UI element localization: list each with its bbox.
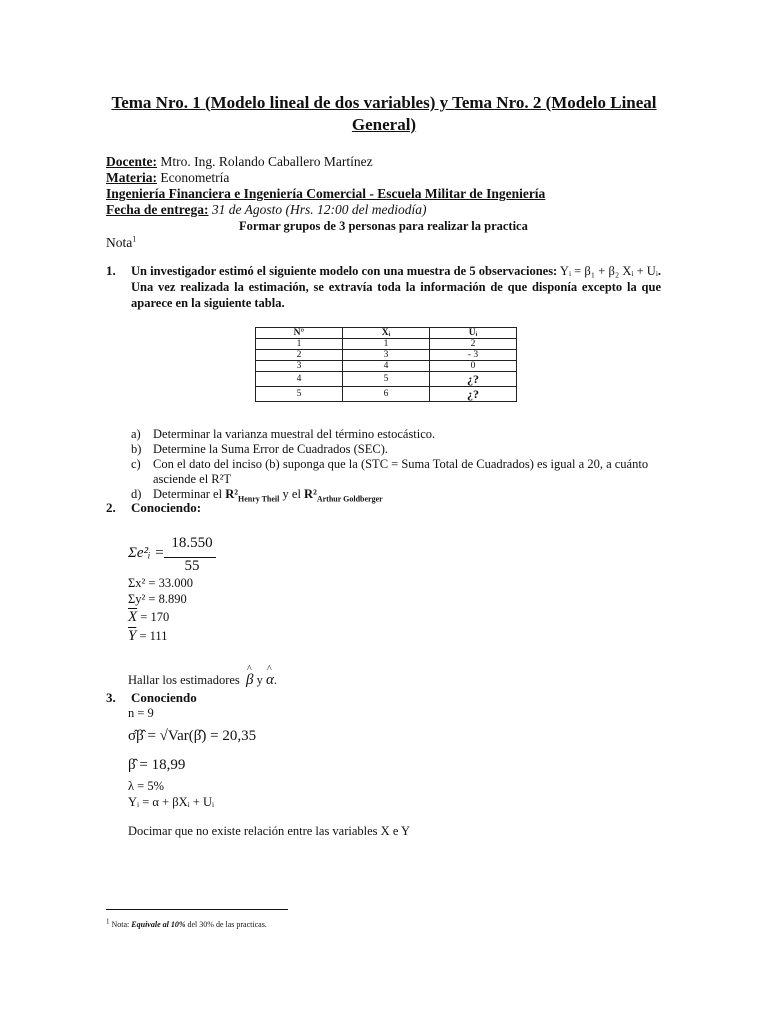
beta-hat-value: β̂ = 18,99 xyxy=(128,757,186,773)
list-item: c) Con el dato del inciso (b) suponga que la (STC = Suma Total de Cuadrados) es igual a 20, a cuánto asciende el R²T xyxy=(131,457,649,486)
document-page: Tema Nro. 1 (Modelo lineal de dos variables) y Tema Nro. 2 (Modelo Lineal General) Docente: Mtro. Ing. Rolando Caballero Martínez Materia: Econometría Ingeniería Financiera e Ingeniería Comercial - Escuela Militar de Ingeniería Fecha de entrega: 31 de Agosto (Hrs. 12:00 del mediodía) Formar grupos de 3 personas para realizar la practica Nota$^1$ 1. Un investigador estimó el siguiente modelo con una muestra de 5 observaciones: Yᵢ = β₁ + β₂ Xᵢ + Uᵢ. Una vez realizada la estimación, se extravía toda la información de que disponía excepto la que aparece en la siguiente tabla. N° Xᵢ Uᵢ 1 1 2 2 3 - 3 3 4 0 4 5 ¿? 5 6 ¿? a) Determinar la varianza muestral del término estocástico. b) Determine la Suma Error de Cuadrados (SEC). c) Con el dato del inciso (b) suponga que la (STC = Suma Total de Cuadrados) es igual a 20, a cuánto asciende el R²T d) Determinar el $R^2_{Henry Theil}$ y el $R^2_{Arthur Goldberger}$ 2. Conociendo: Σe²ᵢ = 18.550 55 Σx² = 33.000 Σy² = 8.890 $\overline{X} = 170$ $\overline{Y} = 111$ Hallar los estimadores ^ β y ^ α. 3. Conociendo n = 9 σ̂β̂ = √Var(β̂) = 20,35 β̂ = 18,99 λ = 5% Yᵢ = α + βXᵢ + Uᵢ Docimar que no existe relación entre las variables X e Y $^1$ Nota: Equivale al 10% del 30% de las practicas. xyxy=(0,0,768,1024)
sample-size: n = 9 xyxy=(128,706,154,720)
materia-line: Materia: Econometría xyxy=(106,170,230,185)
table-row: 3 4 0 xyxy=(256,361,517,372)
question-3-task: Docimar que no existe relación entre las variables X e Y xyxy=(128,824,411,838)
list-item: d) Determinar el $R^2_{Henry Theil}$ y el $R^2_{Arthur Goldberger}$ xyxy=(131,487,383,504)
y-bar: $\overline{Y} = 111$ xyxy=(128,628,168,644)
footnote: $^1$ Nota: Equivale al 10% del 30% de las practicas. xyxy=(106,917,267,929)
table-row: 5 6 ¿? xyxy=(256,387,517,402)
std-error-formula: σ̂β̂ = √Var(β̂) = 20,35 xyxy=(128,728,257,744)
carrera-line: Ingeniería Financiera e Ingeniería Comercial - Escuela Militar de Ingeniería xyxy=(106,186,546,201)
nota-label: Nota$^1$ xyxy=(106,234,137,250)
significance-level: λ = 5% xyxy=(128,779,165,793)
docente-line: Docente: Mtro. Ing. Rolando Caballero Martínez xyxy=(106,154,373,169)
question-2-label: Conociendo: xyxy=(131,500,202,515)
model-equation: Yᵢ = α + βXᵢ + Uᵢ xyxy=(128,795,215,809)
question-2-number: 2. xyxy=(106,500,116,515)
question-1-number: 1. xyxy=(106,263,116,278)
table-header: N° xyxy=(256,328,343,339)
table-header: Uᵢ xyxy=(430,328,517,339)
x-bar: $\overline{X} = 170$ xyxy=(128,609,170,625)
table-row: 1 1 2 xyxy=(256,339,517,350)
page-title: Tema Nro. 1 (Modelo lineal de dos variables) y Tema Nro. 2 (Modelo Lineal General) xyxy=(111,93,657,134)
question-2-task: Hallar los estimadores ^ β y ^ α. xyxy=(128,672,277,689)
observations-table xyxy=(255,327,517,402)
table-row: 4 5 ¿? xyxy=(256,372,517,387)
table-header-row xyxy=(256,328,517,339)
sum-x2: Σx² = 33.000 xyxy=(128,576,193,590)
list-item: b) Determine la Suma Error de Cuadrados (SEC). xyxy=(131,442,389,456)
header-info xyxy=(106,154,545,218)
question-3-number: 3. xyxy=(106,690,116,705)
groups-note: Formar grupos de 3 personas para realizar la practica xyxy=(239,219,528,233)
question-1-text: Un investigador estimó el siguiente modelo con una muestra de 5 observaciones: Yᵢ = β₁ + β₂ Xᵢ + Uᵢ. Una vez realizada la estimación, se extravía toda la información de que disponía excepto la que aparece en la siguiente tabla. xyxy=(131,264,661,310)
list-item: a) Determinar la varianza muestral del término estocástico. xyxy=(131,427,436,441)
question-3-label: Conociendo xyxy=(131,690,197,705)
fecha-line: Fecha de entrega: 31 de Agosto (Hrs. 12:00 del mediodía) xyxy=(106,202,427,217)
sum-y2: Σy² = 8.890 xyxy=(128,592,187,606)
footnote-divider xyxy=(106,909,288,910)
table-row: 2 3 - 3 xyxy=(256,350,517,361)
question-1-items xyxy=(131,427,663,502)
table-header: Xᵢ xyxy=(343,328,430,339)
